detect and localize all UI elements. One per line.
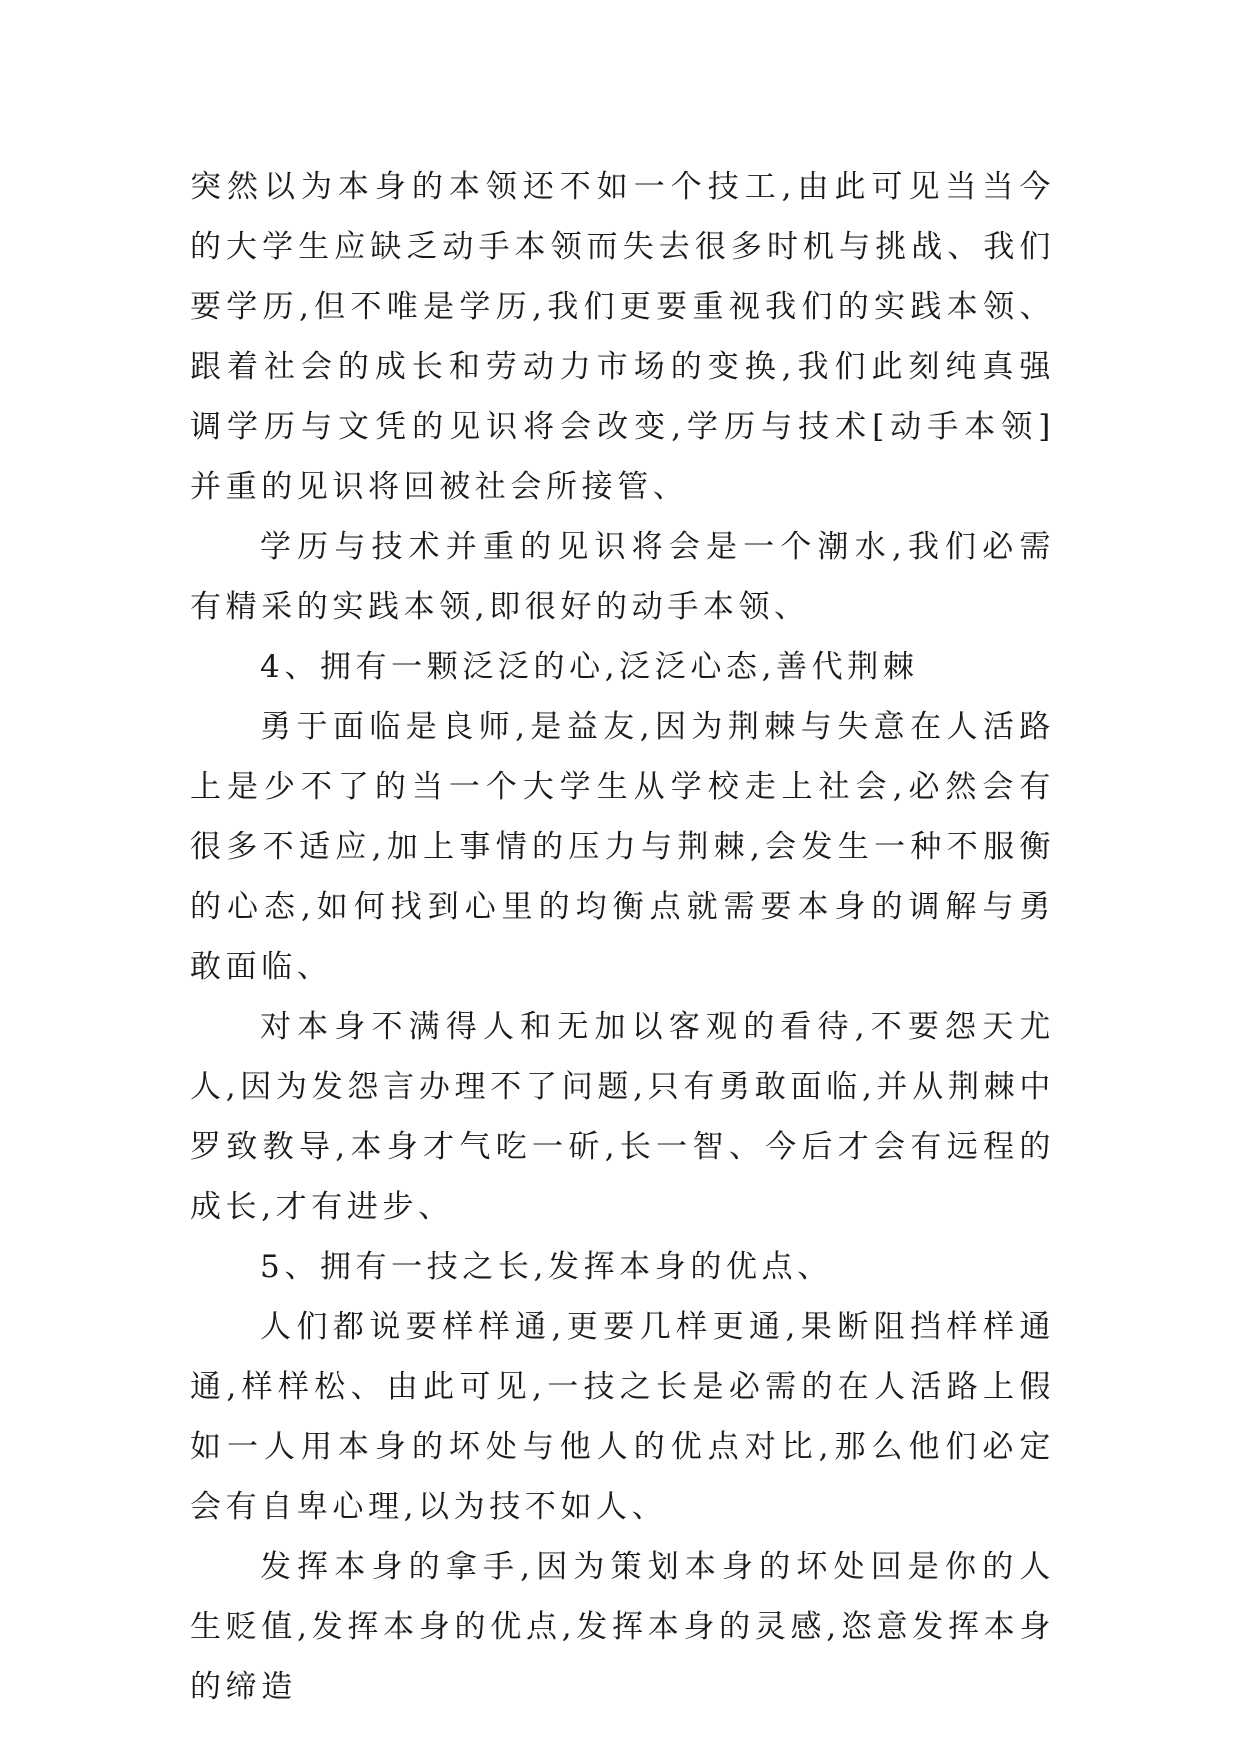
paragraph: 勇于面临是良师,是益友,因为荆棘与失意在人活路上是少不了的当一个大学生从学校走上社会,必然会有很多不适应,加上事情的压力与荆棘,会发生一种不服衡的心态,如何找到心里的均衡点就需要本身的调解与勇敢面临、	[190, 709, 1055, 985]
paragraph-continued: 突然以为本身的本领还不如一个技工,由此可见当当今的大学生应缺乏动手本领而失去很多时机与挑战、我们要学历,但不唯是学历,我们更要重视我们的实践本领、跟着社会的成长和劳动力市场的变换,我们此刻纯真强调学历与文凭的见识将会改变,学历与技术[动手本领]并重的见识将回被社会所接管、	[190, 169, 1055, 505]
section-heading-4: 4、拥有一颗泛泛的心,泛泛心态,善代荆棘	[260, 649, 919, 685]
paragraph: 对本身不满得人和无加以客观的看待,不要怨天尤人,因为发怨言办理不了问题,只有勇敢面临,并从荆棘中罗致教导,本身才气吃一斫,长一智、今后才会有远程的成长,才有进步、	[190, 1009, 1055, 1225]
paragraph: 发挥本身的拿手,因为策划本身的坏处回是你的人生贬值,发挥本身的优点,发挥本身的灵感,恣意发挥本身的缔造	[190, 1549, 1055, 1705]
paragraph: 人们都说要样样通,更要几样更通,果断阻挡样样通通,样样松、由此可见,一技之长是必需的在人活路上假如一人用本身的坏处与他人的优点对比,那么他们必定会有自卑心理,以为技不如人、	[190, 1309, 1055, 1525]
section-heading-5: 5、拥有一技之长,发挥本身的优点、	[260, 1249, 833, 1285]
document-body	[190, 157, 1055, 1717]
paragraph: 学历与技术并重的见识将会是一个潮水,我们必需有精采的实践本领,即很好的动手本领、	[190, 529, 1055, 625]
